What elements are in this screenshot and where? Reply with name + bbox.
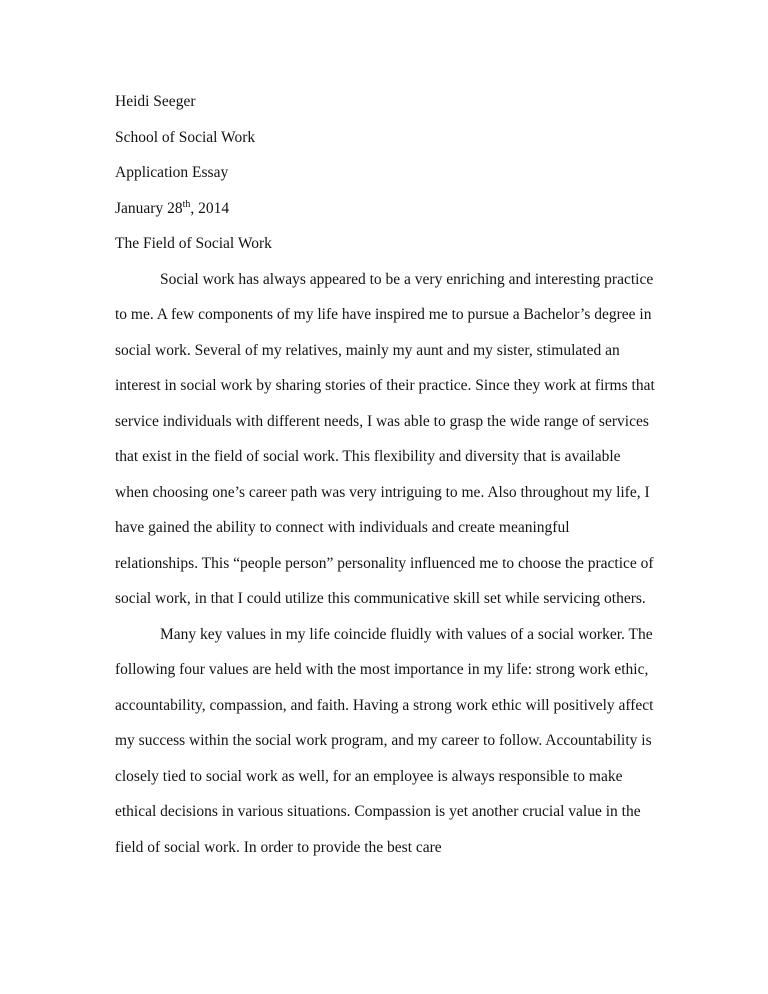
author-name: Heidi Seeger <box>115 93 196 110</box>
essay-title: The Field of Social Work <box>115 235 272 252</box>
document-header <box>115 84 656 226</box>
school-line: School of Social Work <box>115 128 256 146</box>
date-day: January 28 <box>115 199 183 217</box>
essay-paragraph-2: Many key values in my life coincide fluidly with values of a social worker. The following four values are held with the most importance in my life: strong work ethic, accountability, compassion, and faith. Having a strong work ethic will positively affect my success within the social work program, and my career to follow. Accountability is closely tied to social work as well, for an employee is always responsible to make ethical decisions in various situations. Compassion is yet another crucial value in the field of social work. In order to provide the best care <box>115 625 654 856</box>
date-year: , 2014 <box>190 199 230 217</box>
date-line <box>115 191 656 227</box>
date-ordinal-suffix: th <box>182 198 191 210</box>
essay-paragraph-1: Social work has always appeared to be a very enriching and interesting practice to me. A few components of my life have inspired me to pursue a Bachelor’s degree in social work. Several of my relatives, mainly my aunt and my sister, stimulated an interest in social work by sharing stories of their practice. Since they work at firms that service individuals with different needs, I was able to grasp the wide range of services that exist in the field of social work. This flexibility and diversity that is available when choosing one’s career path was very intriguing to me. Also throughout my life, I have gained the ability to connect with individuals and create meaningful relationships. This “people person” personality influenced me to choose the practice of social work, in that I could utilize this communicative skill set while servicing others. <box>115 270 655 607</box>
document-type-line: Application Essay <box>115 164 229 181</box>
